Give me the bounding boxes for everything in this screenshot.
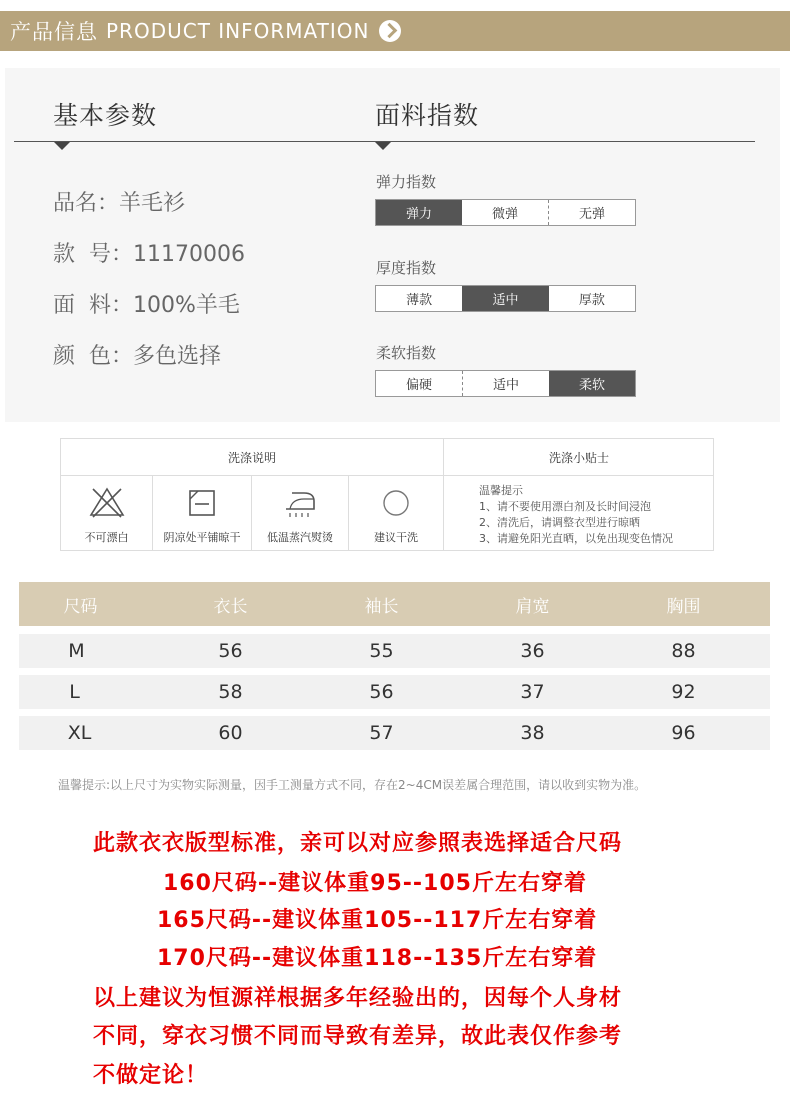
recommend-line: 160尺码--建议体重95--105斤左右穿着 xyxy=(163,871,587,896)
care-item-dry-clean xyxy=(349,476,443,551)
spec-row-color: 颜 色：多色选择 xyxy=(53,344,222,369)
scale-option: 适中 xyxy=(462,371,549,396)
care-item-dry-flat xyxy=(153,476,251,551)
table-cell: 38 xyxy=(520,722,545,744)
scale-option: 柔软 xyxy=(549,371,635,396)
pointer-down-icon xyxy=(54,142,70,150)
table-cell: 56 xyxy=(369,681,394,703)
column-header: 肩宽 xyxy=(515,596,550,617)
tips-title: 温馨提示 xyxy=(479,484,523,497)
spec-row-style-no: 款 号：11170006 xyxy=(53,242,245,267)
recommend-line: 165尺码--建议体重105--117斤左右穿着 xyxy=(157,908,598,933)
recommend-line: 以上建议为恒源祥根据多年经验出的，因每个人身材 xyxy=(93,986,623,1011)
table-cell: XL xyxy=(67,722,92,744)
table-cell: 96 xyxy=(671,722,696,744)
column-header: 胸围 xyxy=(666,596,701,617)
scale-option: 薄款 xyxy=(406,293,433,308)
table-cell: M xyxy=(68,640,85,662)
scale-option: 无弹 xyxy=(548,200,635,225)
banner-subtitle: PRODUCT INFORMATION xyxy=(106,19,370,43)
care-label: 低温蒸汽熨烫 xyxy=(267,531,333,544)
table-cell: 56 xyxy=(218,640,243,662)
tip-item: 1、请不要使用漂白剂及长时间浸泡 xyxy=(479,500,651,513)
basic-params-title: 基本参数 xyxy=(53,101,158,130)
washing-table xyxy=(60,438,714,551)
table-row xyxy=(19,675,770,709)
table-row xyxy=(19,634,770,668)
column-header: 尺码 xyxy=(63,596,98,617)
elasticity-scale xyxy=(375,199,636,226)
pointer-down-icon xyxy=(375,142,391,150)
thickness-scale xyxy=(375,285,636,312)
divider xyxy=(443,439,444,551)
table-cell: 92 xyxy=(671,681,696,703)
scale-option: 适中 xyxy=(462,286,548,311)
column-header: 衣长 xyxy=(213,596,248,617)
banner-title: 产品信息 xyxy=(10,20,98,44)
care-label: 阴凉处平铺晾干 xyxy=(163,531,241,544)
table-cell: 58 xyxy=(218,681,243,703)
washing-tips-header: 洗涤小贴士 xyxy=(548,450,609,465)
product-info-panel xyxy=(5,68,780,422)
table-row xyxy=(19,716,770,750)
care-label: 不可漂白 xyxy=(84,531,129,544)
scale-option: 弹力 xyxy=(376,200,462,225)
softness-scale xyxy=(375,370,636,397)
measurement-note: 温馨提示:以上尺寸为实物实际测量，因手工测量方式不同，存在2~4CM误差属合理范围，请以收到实物为准。 xyxy=(58,778,647,792)
spec-row-material: 面 料：100%羊毛 xyxy=(53,293,240,318)
steam-iron-low-icon xyxy=(280,483,320,523)
washing-header: 洗涤说明 xyxy=(227,450,276,465)
dry-flat-shade-icon xyxy=(182,483,222,523)
tip-item: 3、请避免阳光直晒，以免出现变色情况 xyxy=(479,532,673,545)
care-label: 建议干洗 xyxy=(374,531,418,544)
table-cell: 88 xyxy=(671,640,696,662)
washing-tips xyxy=(479,483,673,547)
softness-label: 柔软指数 xyxy=(376,344,437,362)
chevron-right-icon xyxy=(379,20,401,42)
thickness-label: 厚度指数 xyxy=(376,259,437,277)
table-cell: 36 xyxy=(520,640,545,662)
elasticity-label: 弹力指数 xyxy=(376,173,437,191)
no-bleach-icon xyxy=(87,483,127,523)
fabric-index-title: 面料指数 xyxy=(375,101,480,130)
recommend-line: 170尺码--建议体重118--135斤左右穿着 xyxy=(157,946,598,971)
section-banner xyxy=(0,11,790,51)
size-table-header xyxy=(19,582,770,626)
table-cell: 55 xyxy=(369,640,394,662)
care-item-steam-iron xyxy=(252,476,348,551)
recommend-line: 不做定论！ xyxy=(93,1063,209,1088)
recommend-line: 此款衣衣版型标准，亲可以对应参照表选择适合尺码 xyxy=(93,831,623,856)
table-cell: 37 xyxy=(520,681,545,703)
table-cell: 57 xyxy=(369,722,394,744)
spec-row-name: 品名：羊毛衫 xyxy=(53,191,186,216)
table-cell: 60 xyxy=(218,722,243,744)
column-header: 袖长 xyxy=(364,596,399,617)
scale-option: 厚款 xyxy=(578,293,605,308)
scale-option: 微弹 xyxy=(491,207,518,222)
care-item-no-bleach xyxy=(61,476,152,551)
dry-clean-icon xyxy=(376,483,416,523)
recommend-line: 不同，穿衣习惯不同而导致有差异，故此表仅作参考 xyxy=(93,1024,623,1049)
table-cell: L xyxy=(69,681,80,703)
scale-option: 偏硬 xyxy=(405,378,432,393)
tip-item: 2、清洗后，请调整衣型进行晾晒 xyxy=(479,516,640,529)
